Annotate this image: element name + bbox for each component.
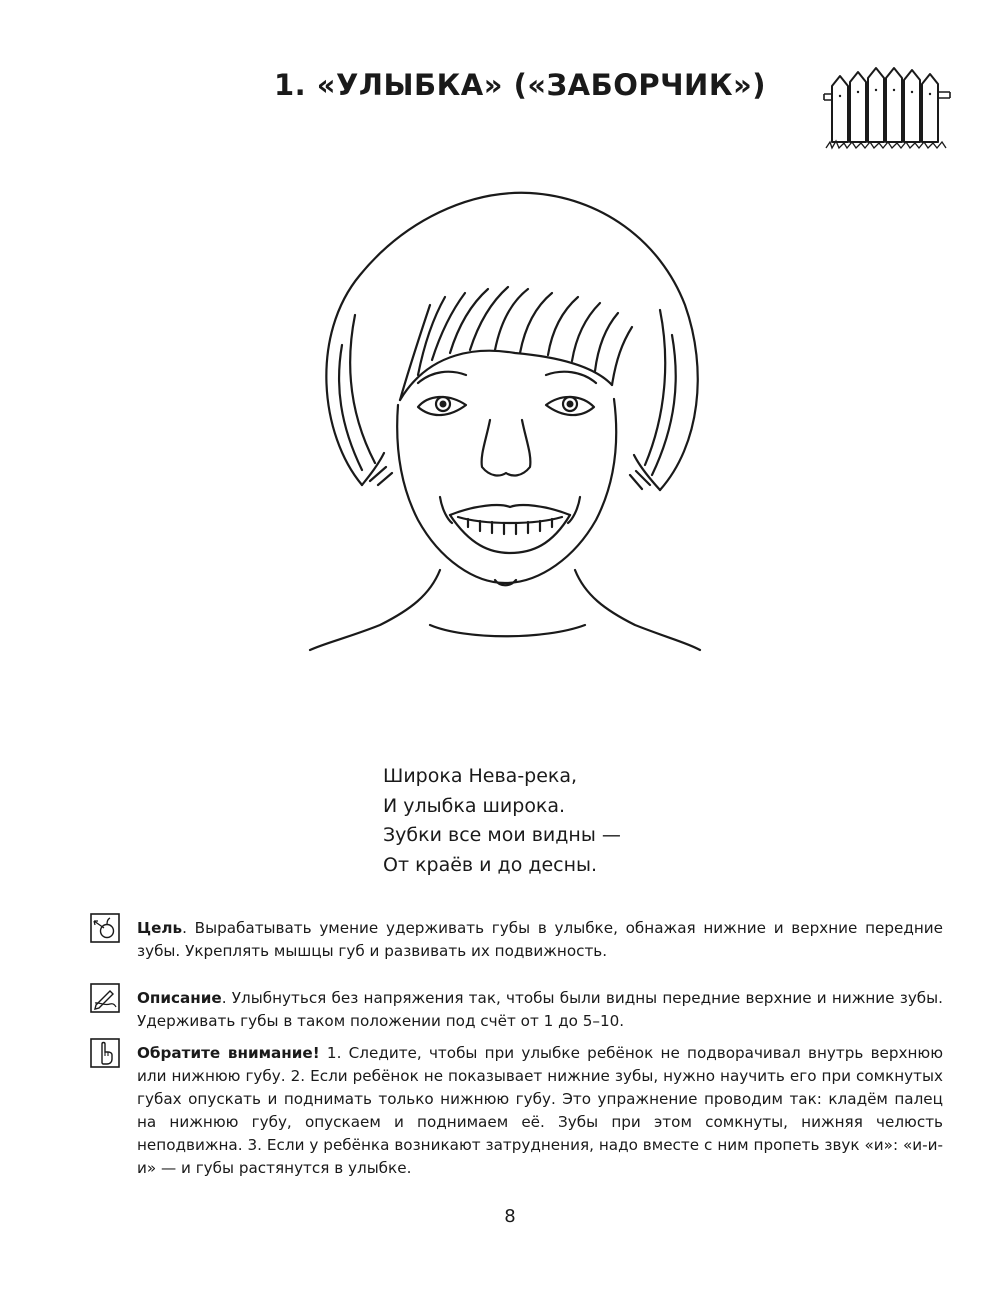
goal-heading: Цель bbox=[137, 919, 183, 937]
poem-line: Широка Нева-река, bbox=[383, 765, 578, 787]
poem bbox=[383, 762, 621, 880]
page-number: 8 bbox=[504, 1206, 516, 1227]
pencil-icon bbox=[90, 983, 120, 1013]
attention-body: 1. Следите, чтобы при улыбке ребёнок не подворачивал внутрь верхнюю или нижнюю губу. 2. Если ребёнок не показывает нижние зубы, нужно научить его при сомкнутых губах опускать и поднимать только нижнюю губу. Это упражнение проводим так: кладём палец на нижнюю губу, опускаем и поднимаем её. Зубы при этом сомкнуты, нижняя челюсть неподвижна. 3. Если у ребёнка возникают затруднения, надо вместе с ним пропеть звук «и»: «и-и-и» — и губы растянутся в улыбке. bbox=[137, 1044, 943, 1177]
description-text bbox=[137, 987, 943, 1033]
description-body: . Улыбнуться без напряжения так, чтобы были видны передние верхние и нижние зубы. Удерживать губы в таком положении под счёт от 1 до 5–10. bbox=[137, 989, 943, 1030]
attention-text bbox=[137, 1042, 943, 1180]
attention-heading: Обратите внимание! bbox=[137, 1044, 320, 1062]
pointing-finger-icon bbox=[90, 1038, 120, 1068]
poem-line: От краёв и до десны. bbox=[383, 853, 598, 876]
child-smiling-illustration bbox=[300, 185, 710, 655]
exercise-title: 1. «УЛЫБКА» («ЗАБОРЧИК») bbox=[273, 68, 767, 102]
goal-text bbox=[137, 917, 943, 963]
description-heading: Описание bbox=[137, 989, 222, 1007]
poem-line: И улыбка широка. bbox=[383, 794, 566, 817]
goal-body: . Вырабатывать умение удерживать губы в улыбке, обнажая нижние и верхние передние зубы. Укреплять мышцы губ и развивать их подвижность. bbox=[137, 919, 943, 960]
poem-line: Зубки все мои видны — bbox=[383, 824, 621, 846]
apple-arrow-icon bbox=[90, 913, 120, 943]
fence-icon bbox=[822, 64, 952, 152]
